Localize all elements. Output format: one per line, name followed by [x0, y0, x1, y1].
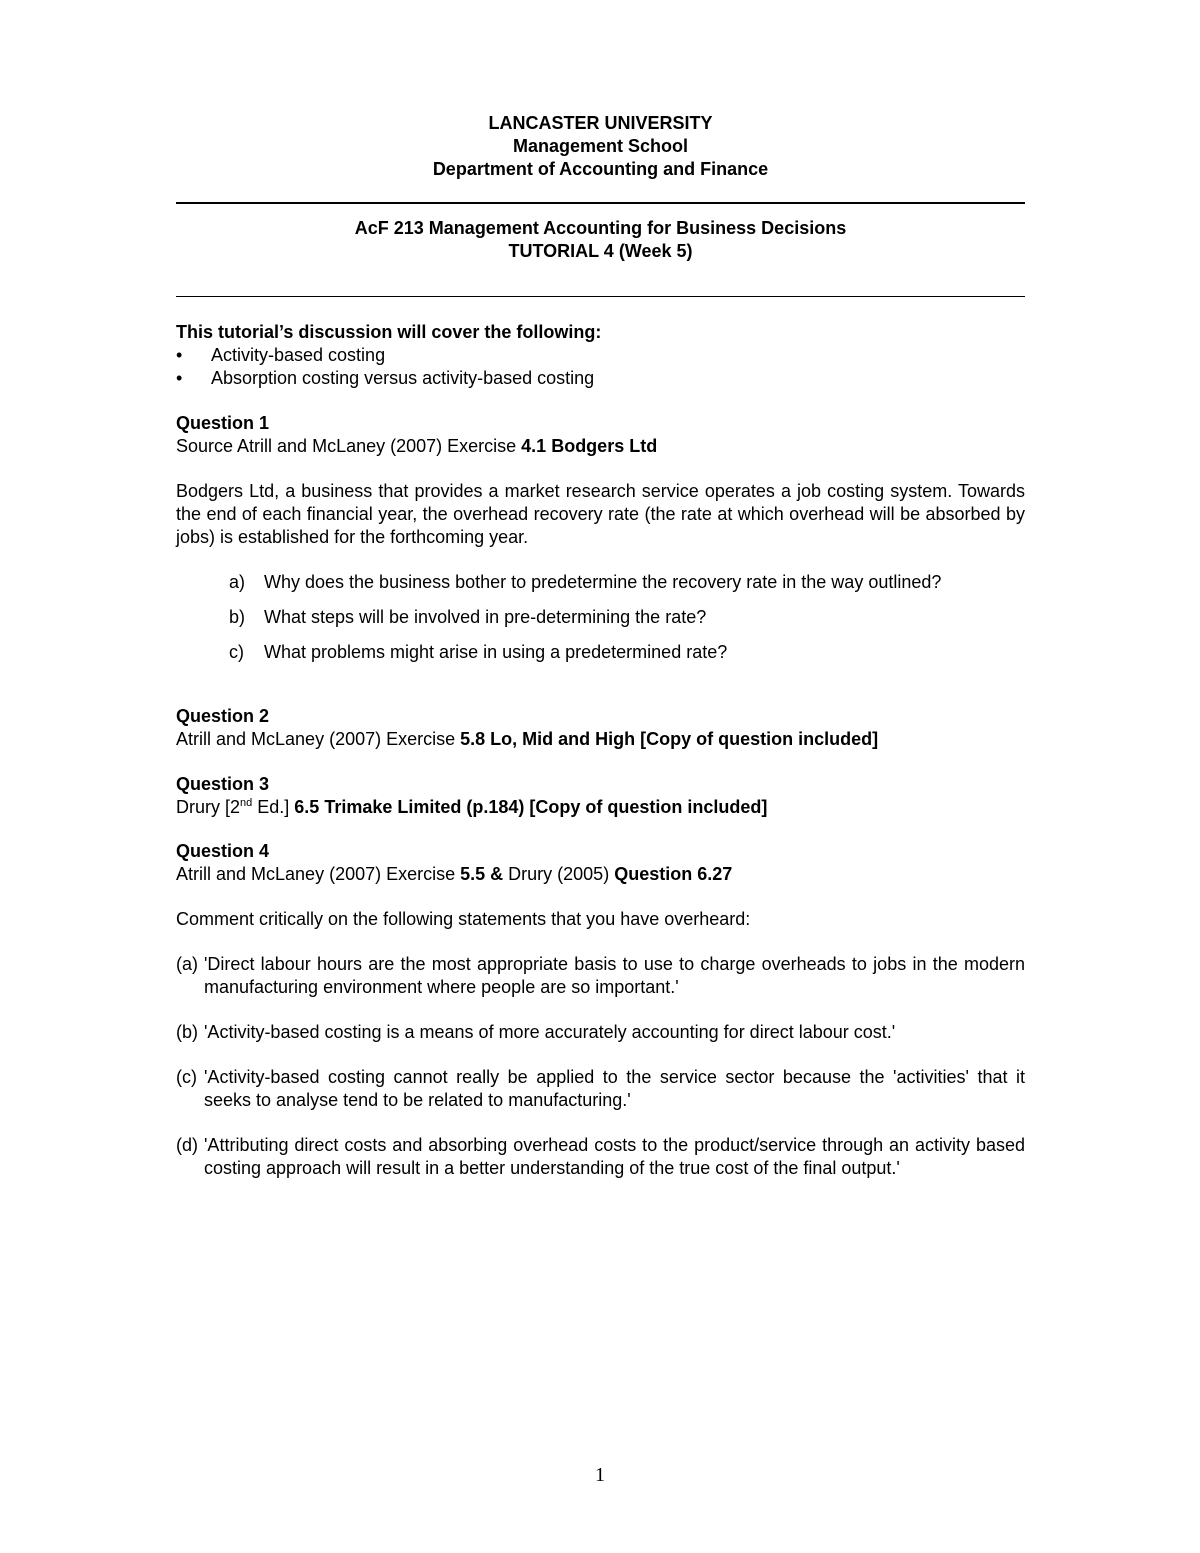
- edition-superscript: nd: [240, 797, 253, 809]
- subquestion-a: [176, 571, 1025, 594]
- subquestion-label: b): [229, 607, 246, 627]
- question-1-subquestions: [176, 571, 1025, 664]
- statement-text: 'Direct labour hours are the most appropriate basis to use to charge overheads to jobs in the modern manufacturing environment where people are so important.': [204, 954, 1025, 997]
- question-4-intro: Comment critically on the following statements that you have overheard:: [176, 909, 751, 929]
- source-text: Source Atrill and McLaney (2007) Exercise: [176, 436, 522, 456]
- university-name: LANCASTER UNIVERSITY: [488, 113, 713, 133]
- source-text: Atrill and McLaney (2007) Exercise: [176, 864, 461, 884]
- source-text-mid: Ed.]: [252, 797, 295, 817]
- subquestion-text: What steps will be involved in pre-determining the rate?: [264, 607, 707, 627]
- exercise-ref: 5.5 &: [460, 864, 504, 884]
- statement-c: [176, 1066, 1025, 1112]
- subquestion-text: What problems might arise in using a predetermined rate?: [264, 642, 728, 662]
- statement-d: [176, 1134, 1025, 1180]
- question-4-title: Question 4: [176, 841, 270, 861]
- course-title: AcF 213 Management Accounting for Business Decisions: [354, 218, 847, 238]
- subquestion-b: [176, 606, 1025, 629]
- question-1-title: Question 1: [176, 413, 270, 433]
- intro-heading: This tutorial’s discussion will cover the following:: [176, 322, 602, 342]
- document-header: [176, 112, 1025, 181]
- question-1-source: [176, 435, 1025, 458]
- statement-label: (d): [176, 1135, 198, 1155]
- source-text-mid: Drury (2005): [503, 864, 615, 884]
- topic-list: [176, 344, 1025, 390]
- question-3-title: Question 3: [176, 774, 270, 794]
- exercise-ref: 6.5 Trimake Limited (p.184) [Copy of question included]: [294, 797, 768, 817]
- statement-label: (c): [176, 1067, 197, 1087]
- statement-label: (b): [176, 1022, 198, 1042]
- page-content: [176, 112, 1025, 1202]
- source-text: Atrill and McLaney (2007) Exercise: [176, 729, 461, 749]
- header-divider: [176, 202, 1025, 204]
- statement-label: (a): [176, 954, 198, 974]
- school-name: Management School: [512, 136, 689, 156]
- statement-text: 'Activity-based costing is a means of more accurately accounting for direct labour cost.': [204, 1022, 896, 1042]
- question-4: [176, 840, 1025, 1180]
- department-name: Department of Accounting and Finance: [432, 159, 769, 179]
- question-3: [176, 773, 1025, 819]
- topic-text: Absorption costing versus activity-based costing: [211, 368, 595, 388]
- question-2-title: Question 2: [176, 706, 270, 726]
- exercise-ref: 4.1 Bodgers Ltd: [521, 436, 658, 456]
- bullet-icon: •: [176, 345, 183, 365]
- question-4-source: [176, 863, 1025, 886]
- list-item: [176, 344, 1025, 367]
- question-1: [176, 412, 1025, 664]
- question-ref: Question 6.27: [614, 864, 733, 884]
- subquestion-c: [176, 641, 1025, 664]
- subquestion-label: c): [229, 642, 244, 662]
- question-1-paragraph: Bodgers Ltd, a business that provides a market research service operates a job costing system. Towards the end of each financial year, the overhead recovery rate (the rate at which overhead will be absorbed by jobs) is established for the forthcoming year.: [176, 481, 1025, 547]
- statement-list: [176, 953, 1025, 1180]
- question-2-source: [176, 728, 1025, 751]
- subquestion-label: a): [229, 572, 246, 592]
- list-item: [176, 367, 1025, 390]
- bullet-icon: •: [176, 368, 183, 388]
- statement-a: [176, 953, 1025, 999]
- question-3-source: [176, 796, 1025, 819]
- source-text: Drury [2: [176, 797, 241, 817]
- statement-text: 'Activity-based costing cannot really be applied to the service sector because the 'activities' that it seeks to analyse tend to be related to manufacturing.': [204, 1067, 1025, 1110]
- intro-section: [176, 321, 1025, 390]
- page-number: 1: [595, 1464, 605, 1486]
- course-divider: [176, 296, 1025, 297]
- statement-text: 'Attributing direct costs and absorbing overhead costs to the product/service through an activity based costing approach will result in a better understanding of the true cost of the final output.': [204, 1135, 1025, 1178]
- tutorial-title: TUTORIAL 4 (Week 5): [508, 241, 693, 261]
- question-2: [176, 705, 1025, 751]
- statement-b: [176, 1021, 1025, 1044]
- subquestion-text: Why does the business bother to predetermine the recovery rate in the way outlined?: [264, 572, 942, 592]
- topic-text: Activity-based costing: [211, 345, 386, 365]
- course-header: [176, 217, 1025, 263]
- exercise-ref: 5.8 Lo, Mid and High [Copy of question included]: [460, 729, 879, 749]
